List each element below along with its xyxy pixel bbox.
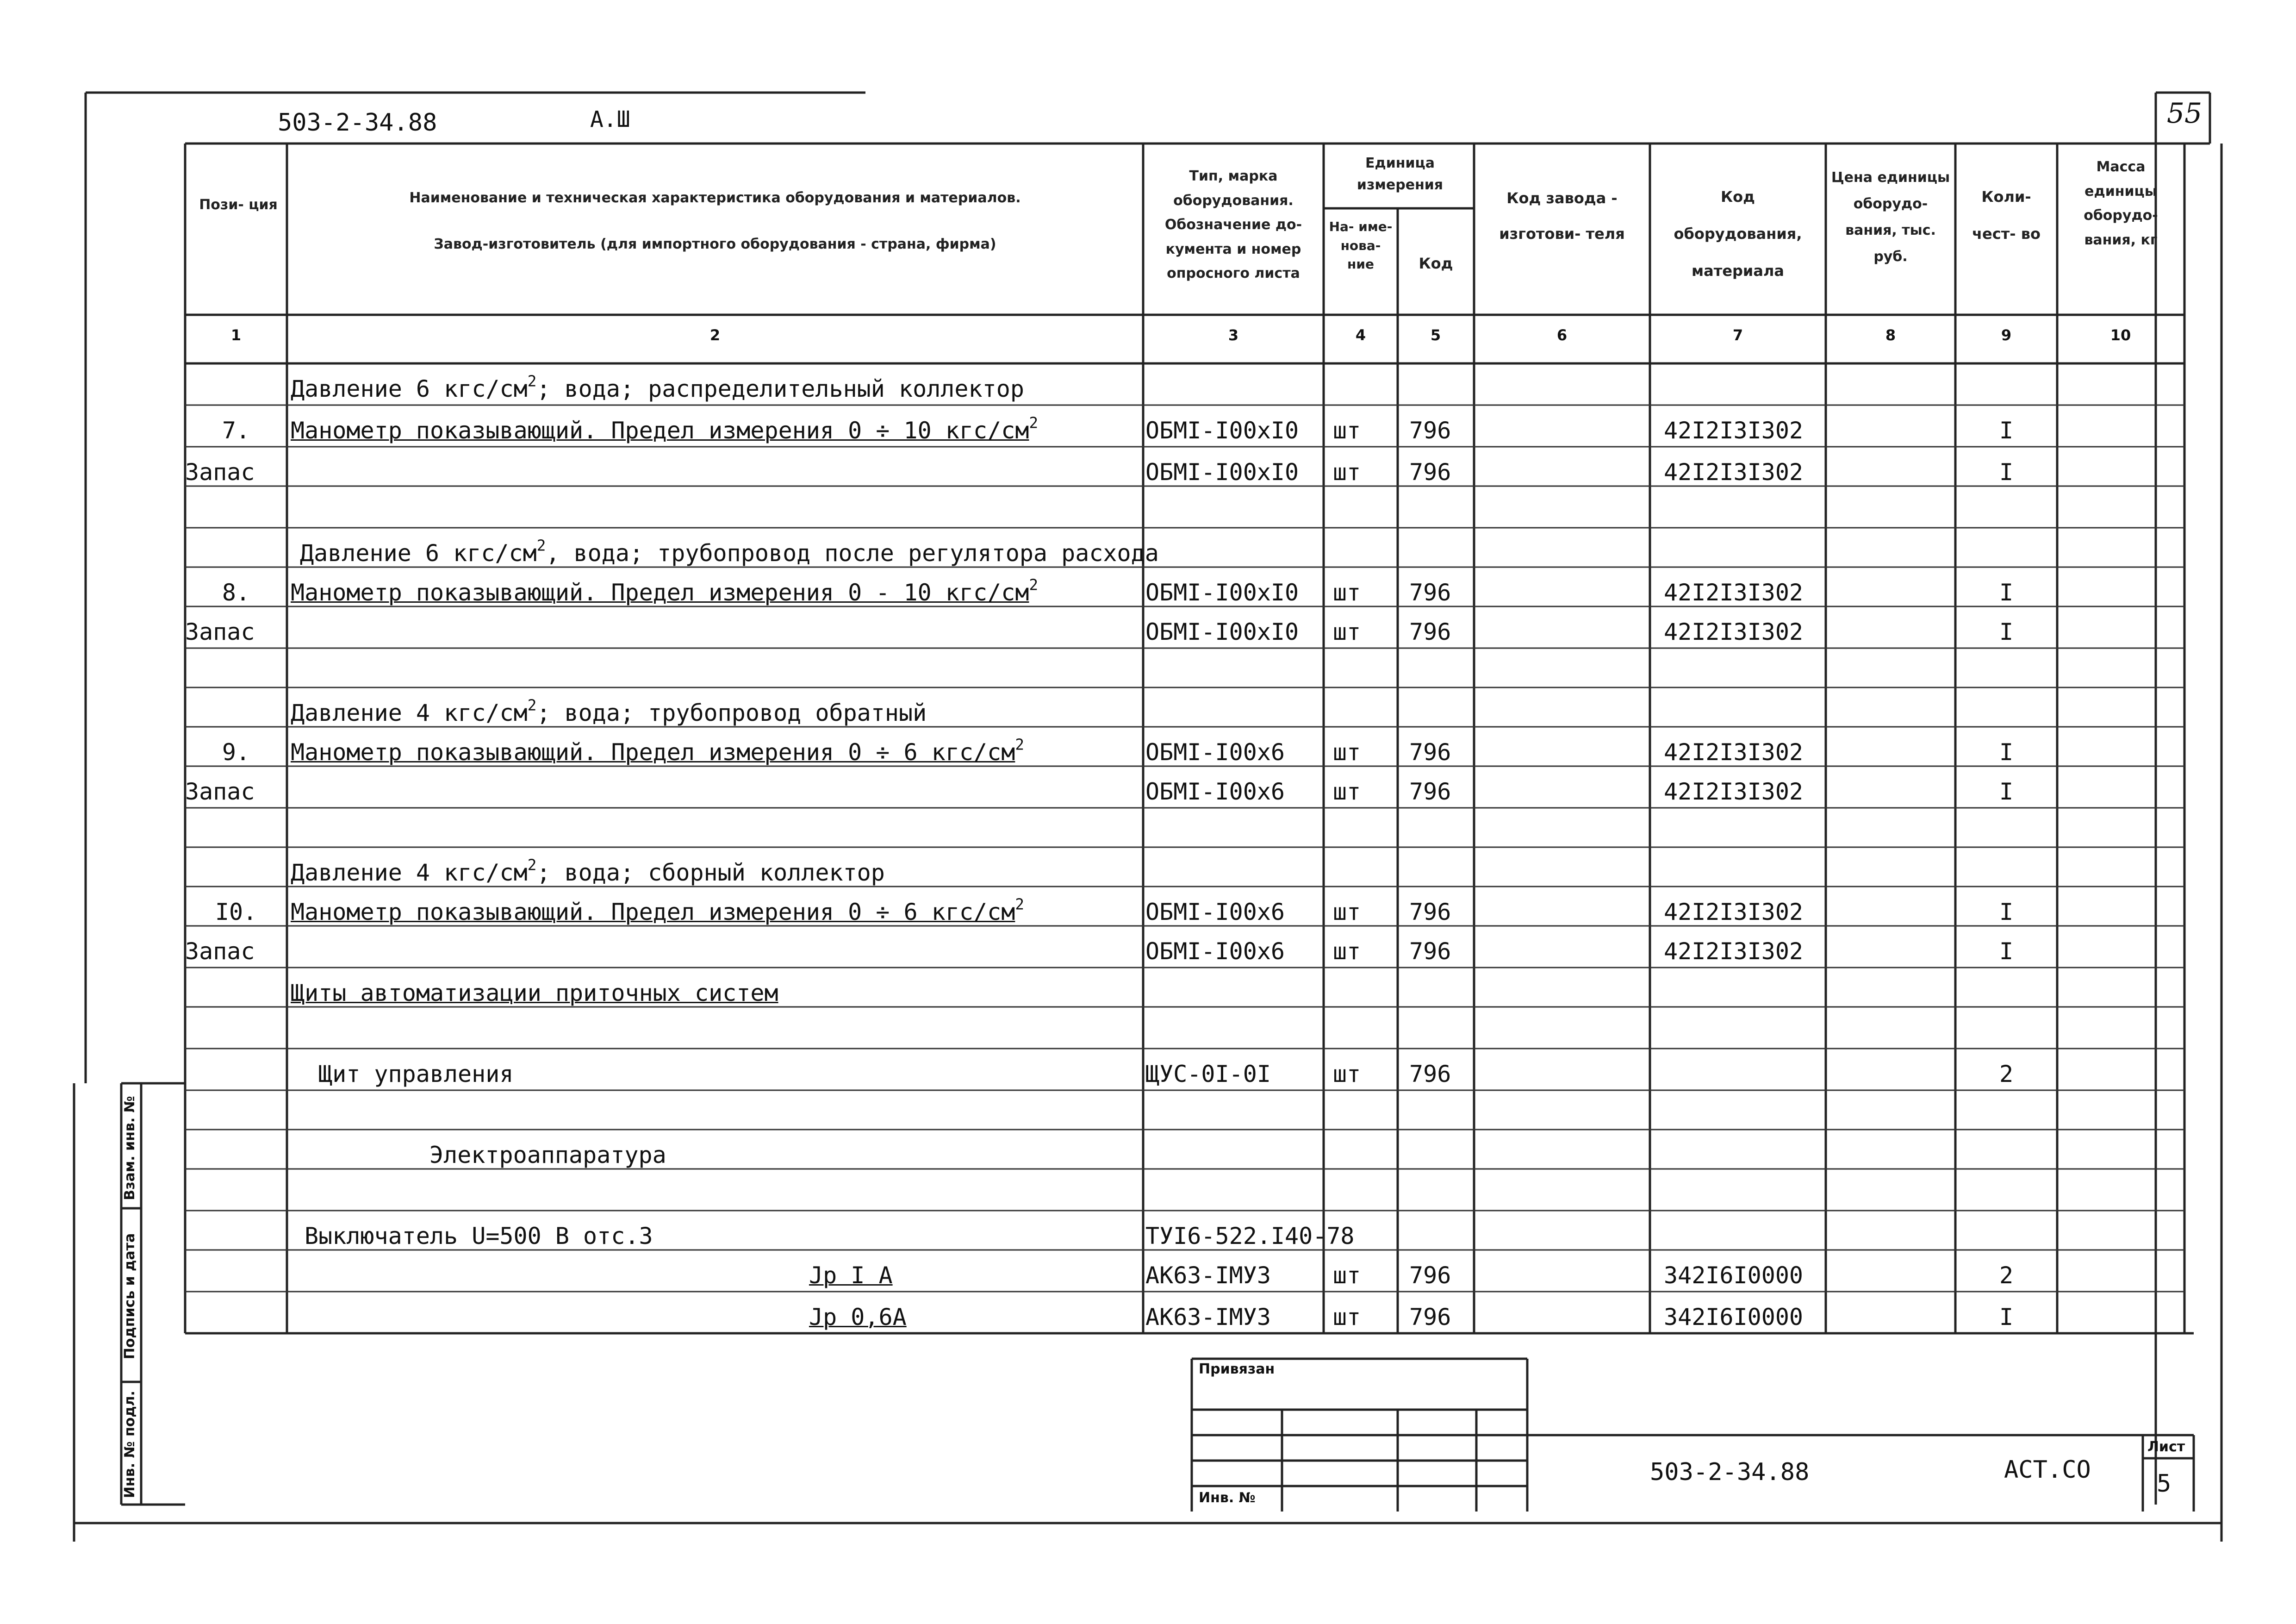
row-name-tail: ; вода; трубопровод обратный [536,700,927,726]
row-name-text: Манометр показывающий. Предел измерения 0 - 10 кгс/см [291,579,1029,606]
row-position: Запас [185,778,255,805]
side-podpis-label: Подпись и дата [122,1233,138,1360]
row-type: ОБМI-I00x6 [1145,899,1285,925]
side-inv-podl-label: Инв. № подл. [122,1390,138,1499]
row-name-tail: ; вода; распределительный коллектор [536,375,1024,402]
row-qty: I [1999,459,2014,486]
side-vzam-label: Взам. инв. № [122,1096,138,1200]
stamp-doc-code: 503-2-34.88 [1650,1458,1810,1486]
header-unit: Единица измерения [1356,155,1444,193]
row-name-superscript: 2 [1015,895,1024,913]
column-number: 2 [709,326,721,344]
row-name [291,738,1024,766]
row-position: 9. [222,739,250,766]
row-name-superscript: 2 [536,537,546,555]
row-name-superscript: 2 [527,856,537,874]
row-type: ТУI6-522.I40-78 [1145,1223,1355,1249]
row-name-text: Давление 4 кгс/см [291,700,528,726]
row-qty: I [1999,579,2014,606]
row-material-code: 42I2I3I302 [1664,459,1804,486]
column-number: 7 [1732,326,1743,344]
row-material-code: 42I2I3I302 [1664,938,1804,965]
row-unit: шт [1333,899,1361,925]
row-position: Запас [185,459,255,486]
row-qty: I [1999,778,2014,805]
row-unit: шт [1333,1304,1361,1330]
row-name [291,895,1024,926]
row-material-code: 42I2I3I302 [1664,899,1804,925]
row-type: ОБМI-I00xI0 [1145,417,1299,444]
stamp-sheet-label: Лист [2147,1439,2185,1455]
header-unit-name: На- име- нова- ние [1329,219,1393,272]
row-name-tail: , вода; трубопровод после регулятора расхода [546,540,1159,567]
row-type: ОБМI-I00xI0 [1145,618,1299,645]
header-position: Пози- ция [199,197,278,213]
row-material-code: 42I2I3I302 [1664,739,1804,766]
row-type: ОБМI-I00x6 [1145,739,1285,766]
row-name [291,414,1039,444]
row-name [291,856,885,887]
header-type: Тип, марка оборудования. Обозначение до- кумента и номер опросного листа [1164,168,1302,281]
header-maker-code: Код завода - изготови- теля [1499,189,1625,243]
row-name-superscript: 2 [1015,736,1024,754]
row-unit-code: 796 [1409,459,1451,486]
row-position: 8. [222,579,250,606]
stamp-sheet-number: 5 [2157,1470,2172,1498]
row-name-superscript: 2 [1029,576,1039,594]
doc-code-top: 503-2-34.88 [278,109,437,137]
row-name [809,1303,907,1331]
row-material-code: 42I2I3I302 [1664,618,1804,645]
row-unit: шт [1333,739,1361,766]
row-position: Запас [185,618,255,645]
row-name-text: Манометр показывающий. Предел измерения 0 ÷ 6 кгс/см [291,899,1015,925]
row-unit: шт [1333,1061,1361,1087]
row-unit: шт [1333,1262,1361,1289]
row-type: ОБМI-I00xI0 [1145,579,1299,606]
row-unit-code: 796 [1409,739,1451,766]
row-unit-code: 796 [1409,778,1451,805]
stamp-privyazan: Привязан [1199,1361,1275,1377]
row-material-code: 42I2I3I302 [1664,417,1804,444]
row-position: 7. [222,417,250,444]
row-qty: I [1999,1304,2014,1330]
row-name-text: Jр I А [809,1262,893,1289]
column-number: 6 [1556,326,1568,344]
row-unit-code: 796 [1409,899,1451,925]
row-position: I0. [215,899,257,925]
row-type: ЩУС-0I-0I [1145,1061,1271,1087]
row-unit: шт [1333,417,1361,444]
row-name-text: Давление 4 кгс/см [291,859,528,886]
row-name-superscript: 2 [527,372,537,390]
row-type: ОБМI-I00x6 [1145,938,1285,965]
row-name-tail: ; вода; сборный коллектор [536,859,885,886]
header-mass: Масса единицы оборудо- вания, кг [2084,159,2158,248]
header-name-line1: Наименование и техническая характеристика оборудования и материалов. [409,190,1021,206]
album-label: А.Ш [590,106,630,132]
row-name [809,1262,893,1289]
row-unit-code: 796 [1409,618,1451,645]
row-name [305,1222,653,1250]
row-name-text: Манометр показывающий. Предел измерения 0 ÷ 10 кгс/см [291,417,1029,444]
row-name [291,696,927,727]
row-qty: 2 [1999,1262,2014,1289]
row-unit: шт [1333,618,1361,645]
header-qty: Коли- чест- во [1972,188,2041,243]
row-material-code: 342I6I0000 [1664,1262,1804,1289]
header-name-line2: Завод-изготовитель (для импортного оборудования - страна, фирма) [434,236,996,252]
row-unit-code: 796 [1409,938,1451,965]
row-unit-code: 796 [1409,1304,1451,1330]
row-type: АК63-IМУ3 [1145,1304,1271,1330]
row-unit-code: 796 [1409,1262,1451,1289]
row-qty: I [1999,899,2014,925]
row-type: ОБМI-I00x6 [1145,778,1285,805]
row-unit-code: 796 [1409,1061,1451,1087]
header-price: Цена единицы оборудо- вания, тыс. руб. [1831,169,1950,265]
column-number: 3 [1228,326,1239,344]
row-name-text: Манометр показывающий. Предел измерения 0 ÷ 6 кгс/см [291,739,1015,766]
stamp-inv-no: Инв. № [1199,1490,1256,1506]
row-name-text: Jр 0,6А [809,1304,907,1330]
row-unit: шт [1333,778,1361,805]
row-qty: 2 [1999,1061,2014,1087]
row-name [429,1141,666,1169]
column-number: 1 [230,326,242,344]
row-material-code: 42I2I3I302 [1664,778,1804,805]
row-qty: I [1999,417,2014,444]
header-unit-code: Код [1419,255,1453,272]
column-number: 4 [1355,326,1366,344]
row-name-text: Давление 6 кгс/см [291,375,528,402]
row-qty: I [1999,938,2014,965]
row-material-code: 42I2I3I302 [1664,579,1804,606]
row-unit: шт [1333,579,1361,606]
row-name-superscript: 2 [1029,414,1039,432]
row-type: АК63-IМУ3 [1145,1262,1271,1289]
column-number: 8 [1885,326,1896,344]
column-number: 5 [1430,326,1441,344]
row-name-superscript: 2 [527,696,537,714]
row-position: Запас [185,938,255,965]
header-material-code: Код оборудования, материала [1674,188,1802,280]
row-unit: шт [1333,938,1361,965]
column-number: 9 [2001,326,2012,344]
row-name-text: Выключатель U=500 В отс.3 [305,1223,653,1249]
row-name [291,372,1024,403]
row-name-text: Давление 6 кгс/см [300,540,537,567]
row-material-code: 342I6I0000 [1664,1304,1804,1330]
row-name [291,576,1039,606]
column-number: 10 [2110,326,2131,344]
stamp-mark: АСТ.СО [2004,1456,2091,1484]
page-mark: 55 [2166,97,2203,130]
row-name [300,539,1159,567]
row-name-text: Щиты автоматизации приточных систем [291,980,778,1006]
row-name [318,1060,513,1088]
row-type: ОБМI-I00xI0 [1145,459,1299,486]
row-qty: I [1999,739,2014,766]
row-name [291,979,778,1007]
row-unit-code: 796 [1409,417,1451,444]
row-qty: I [1999,618,2014,645]
row-name-text: Электроаппаратура [429,1142,666,1168]
row-unit-code: 796 [1409,579,1451,606]
row-name-text: Щит управления [318,1061,514,1087]
row-unit: шт [1333,459,1361,486]
